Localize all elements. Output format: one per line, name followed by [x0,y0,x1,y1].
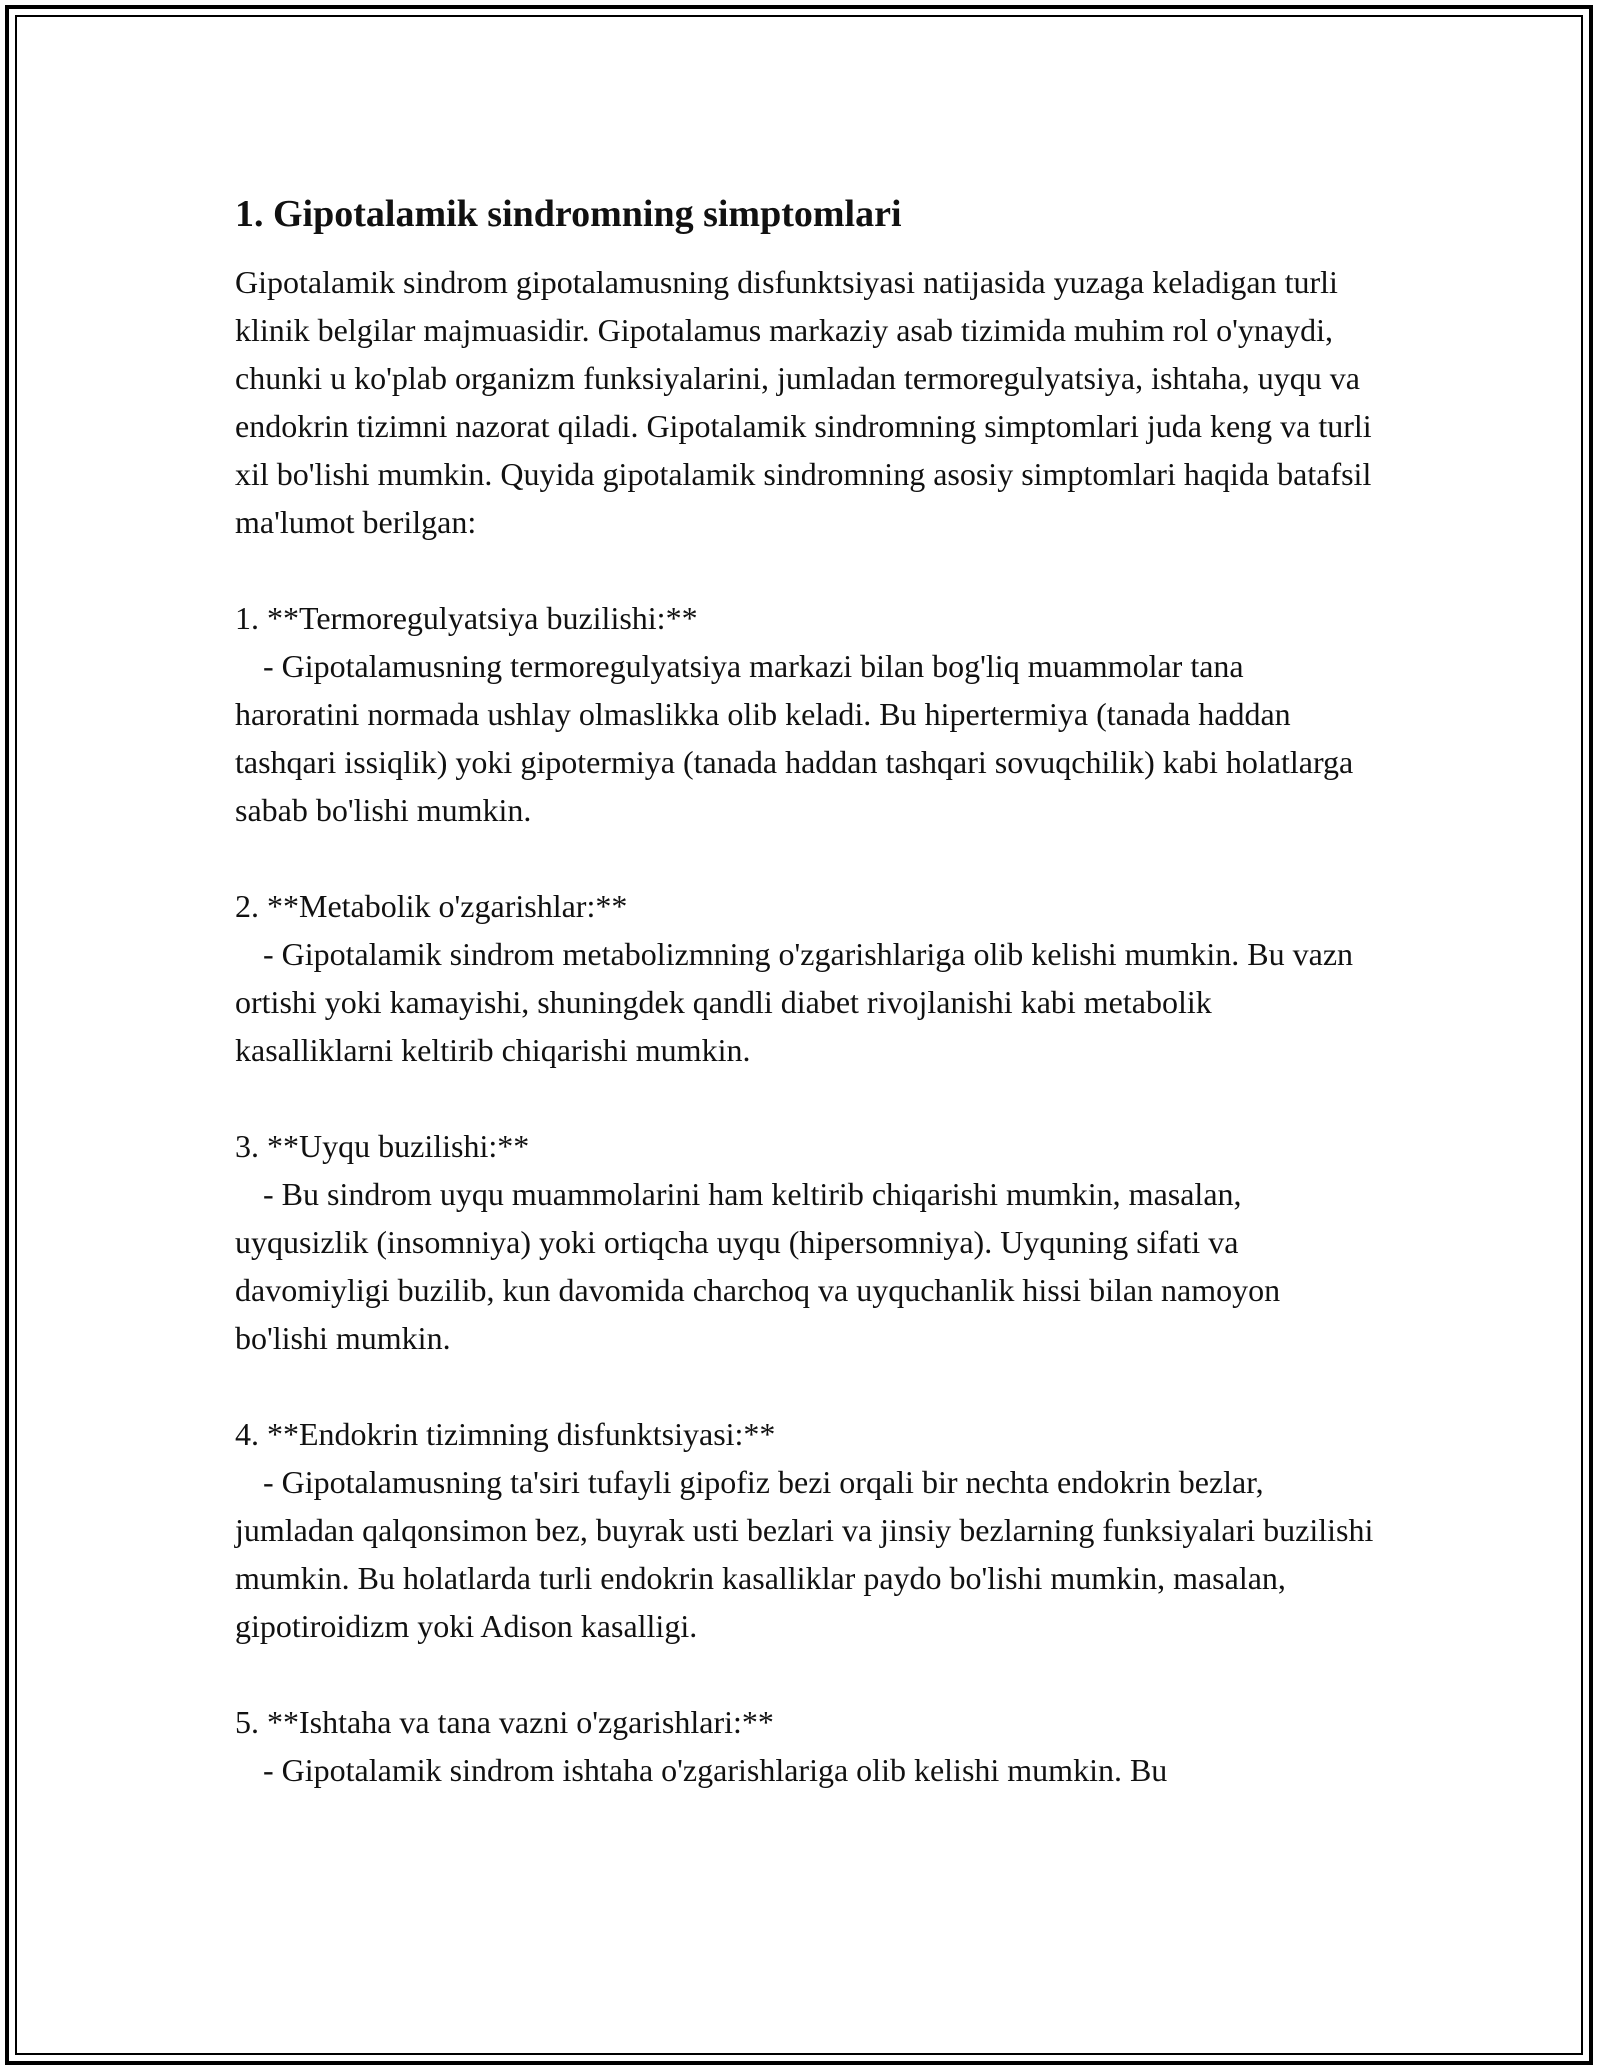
symptom-description: - Bu sindrom uyqu muammolarini ham keltirib chiqarishi mumkin, masalan, uyqusizlik (insomniya) yoki ortiqcha uyqu (hipersomniya). Uyquning sifati va davomiyligi buzilib, kun davomida charchoq va uyquchanlik hissi bilan namoyon bo'lishi mumkin. [235,1176,1281,1356]
symptom-heading: 4. **Endokrin tizimning disfunktsiyasi:** [235,1416,776,1452]
document-title: 1. Gipotalamik sindromning simptomlari [235,193,902,235]
symptom-heading: 3. **Uyqu buzilishi:** [235,1128,530,1164]
symptom-description: - Gipotalamusning termoregulyatsiya markazi bilan bog'liq muammolar tana haroratini normada ushlay olmaslikka olib keladi. Bu hipertermiya (tanada haddan tashqari issiqlik) yoki gipotermiya (tanada haddan tashqari sovuqchilik) kabi holatlarga sabab bo'lishi mumkin. [235,648,1354,828]
symptom-item-2 [235,882,1375,1074]
symptom-description: - Gipotalamusning ta'siri tufayli gipofiz bezi orqali bir nechta endokrin bezlar, jumladan qalqonsimon bez, buyrak usti bezlari va jinsiy bezlarning funksiyalari buzilishi mumkin. Bu holatlarda turli endokrin kasalliklar paydo bo'lishi mumkin, masalan, gipotiroidizm yoki Adison kasalligi. [235,1464,1374,1644]
symptom-description: - Gipotalamik sindrom ishtaha o'zgarishlariga olib kelishi mumkin. Bu [263,1752,1168,1788]
symptom-item-3 [235,1122,1375,1362]
symptom-item-1 [235,594,1375,834]
symptom-item-4 [235,1410,1375,1650]
symptom-heading: 5. **Ishtaha va tana vazni o'zgarishlari:** [235,1704,774,1740]
symptom-item-5 [235,1698,1375,1794]
document-page [235,190,1375,1842]
symptom-heading: 1. **Termoregulyatsiya buzilishi:** [235,600,698,636]
symptom-heading: 2. **Metabolik o'zgarishlar:** [235,888,628,924]
intro-paragraph: Gipotalamik sindrom gipotalamusning disfunktsiyasi natijasida yuzaga keladigan turli klinik belgilar majmuasidir. Gipotalamus markaziy asab tizimida muhim rol o'ynaydi, chunki u ko'plab organizm funksiyalarini, jumladan termoregulyatsiya, ishtaha, uyqu va endokrin tizimni nazorat qiladi. Gipotalamik sindromning simptomlari juda keng va turli xil bo'lishi mumkin. Quyida gipotalamik sindromning asosiy simptomlari haqida batafsil ma'lumot berilgan: [235,264,1372,540]
symptom-description: - Gipotalamik sindrom metabolizmning o'zgarishlariga olib kelishi mumkin. Bu vazn ortishi yoki kamayishi, shuningdek qandli diabet rivojlanishi kabi metabolik kasalliklarni keltirib chiqarishi mumkin. [235,936,1354,1068]
